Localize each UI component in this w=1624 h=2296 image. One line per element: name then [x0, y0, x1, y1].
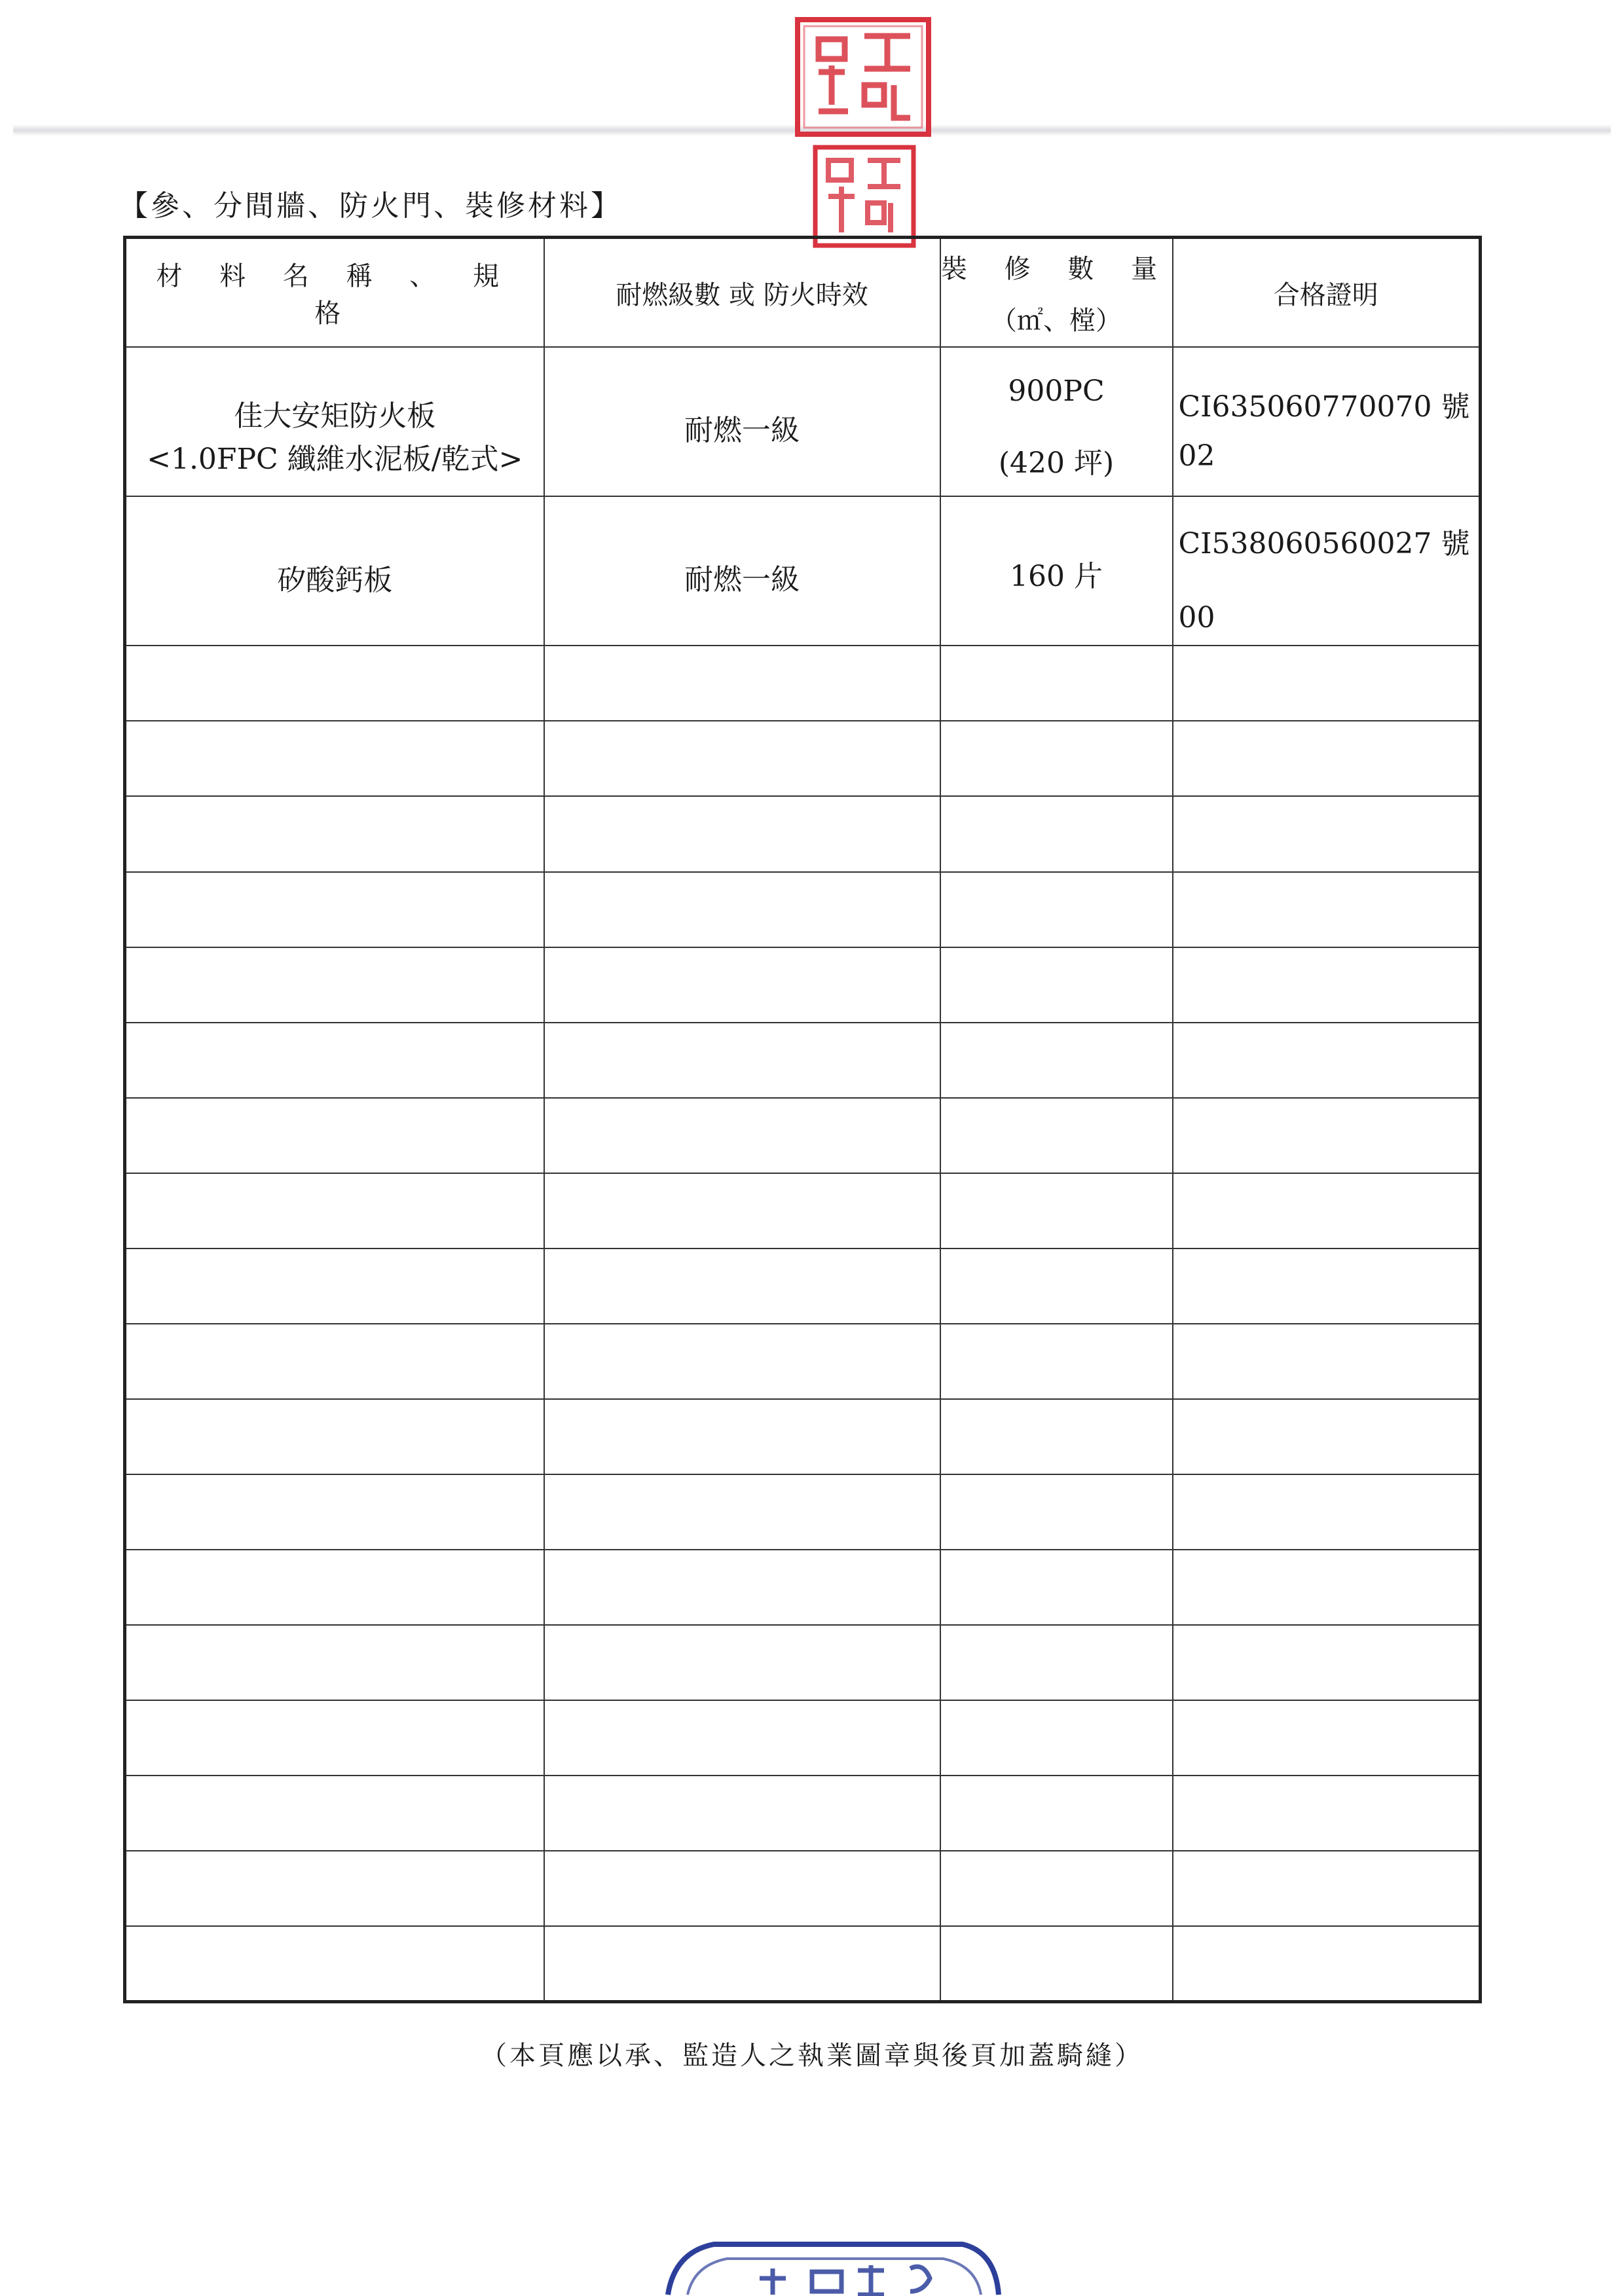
- empty-cell: [940, 1474, 1173, 1550]
- empty-cell: [1173, 1324, 1481, 1399]
- empty-table-row: [125, 1248, 1481, 1324]
- empty-cell: [940, 1399, 1173, 1474]
- empty-cell: [544, 1625, 940, 1700]
- empty-cell: [940, 1776, 1173, 1851]
- empty-cell: [125, 1324, 544, 1399]
- empty-rows-group: [125, 646, 1481, 2001]
- empty-cell: [1173, 1926, 1481, 2001]
- empty-cell: [125, 1625, 544, 1700]
- empty-cell: [1173, 721, 1481, 796]
- header-fire-rating: 耐燃級數 或 防火時效: [544, 238, 940, 348]
- empty-cell: [1173, 1550, 1481, 1625]
- empty-cell: [1173, 1474, 1481, 1550]
- empty-cell: [544, 1926, 940, 2001]
- empty-cell: [1173, 872, 1481, 947]
- empty-table-row: [125, 646, 1481, 721]
- empty-cell: [544, 646, 940, 721]
- empty-cell: [544, 1474, 940, 1550]
- header-quantity-unit: （㎡、樘）: [991, 306, 1122, 337]
- quantity-cell: [940, 496, 1173, 646]
- empty-cell: [940, 1023, 1173, 1098]
- material-name-cell: 矽酸鈣板: [125, 496, 544, 646]
- empty-cell: [1173, 1700, 1481, 1776]
- certificate-number: CI538060560027 號: [1178, 526, 1470, 560]
- empty-table-row: [125, 1625, 1481, 1700]
- empty-cell: [544, 1851, 940, 1926]
- empty-cell: [125, 1098, 544, 1173]
- empty-table-row: [125, 1399, 1481, 1474]
- empty-table-row: [125, 872, 1481, 947]
- empty-cell: [1173, 1776, 1481, 1851]
- section-title: 【參、分間牆、防火門、裝修材料】: [119, 189, 622, 223]
- empty-cell: [125, 1173, 544, 1248]
- empty-table-row: [125, 1776, 1481, 1851]
- quantity-cell: [940, 347, 1173, 496]
- empty-table-row: [125, 1098, 1481, 1173]
- empty-cell: [940, 1098, 1173, 1173]
- empty-table-row: [125, 1023, 1481, 1098]
- empty-cell: [940, 646, 1173, 721]
- header-certificate: 合格證明: [1173, 238, 1481, 348]
- empty-cell: [544, 1550, 940, 1625]
- empty-table-row: [125, 1550, 1481, 1625]
- empty-cell: [544, 1023, 940, 1098]
- empty-cell: [544, 796, 940, 871]
- header-material: 材 料 名 稱 、 規 格: [125, 238, 544, 348]
- empty-table-row: [125, 1173, 1481, 1248]
- empty-table-row: [125, 1324, 1481, 1399]
- empty-cell: [125, 796, 544, 871]
- fire-rating-cell: 耐燃一級: [544, 496, 940, 646]
- empty-cell: [544, 1399, 940, 1474]
- certificate-cell: [1173, 496, 1481, 646]
- empty-cell: [1173, 1248, 1481, 1324]
- table-row: [125, 496, 1481, 646]
- empty-cell: [940, 872, 1173, 947]
- empty-table-row: [125, 1851, 1481, 1926]
- empty-table-row: [125, 1700, 1481, 1776]
- empty-cell: [125, 1776, 544, 1851]
- quantity-area: (420 坪): [998, 446, 1115, 481]
- empty-cell: [125, 947, 544, 1023]
- empty-cell: [940, 796, 1173, 871]
- empty-cell: [940, 1550, 1173, 1625]
- material-name: 佳大安矩防火板: [234, 399, 436, 433]
- quantity-value: 900PC: [1008, 374, 1105, 409]
- materials-table: [123, 236, 1482, 2003]
- quantity-value: 160 片: [1010, 560, 1103, 594]
- empty-cell: [940, 1851, 1173, 1926]
- footer-note: （本頁應以承、監造人之執業圖章與後頁加蓋騎縫）: [481, 2041, 1143, 2071]
- empty-cell: [1173, 1399, 1481, 1474]
- empty-cell: [125, 1550, 544, 1625]
- empty-cell: [940, 721, 1173, 796]
- empty-cell: [125, 1851, 544, 1926]
- empty-cell: [544, 1776, 940, 1851]
- header-quantity: [940, 238, 1173, 348]
- certificate-suffix: 02: [1178, 439, 1215, 473]
- empty-cell: [1173, 1625, 1481, 1700]
- empty-cell: [1173, 1023, 1481, 1098]
- empty-table-row: [125, 947, 1481, 1023]
- empty-cell: [125, 1248, 544, 1324]
- empty-cell: [125, 1700, 544, 1776]
- empty-table-row: [125, 721, 1481, 796]
- empty-cell: [544, 872, 940, 947]
- empty-cell: [125, 721, 544, 796]
- empty-cell: [125, 646, 544, 721]
- empty-cell: [940, 1173, 1173, 1248]
- empty-cell: [940, 1625, 1173, 1700]
- empty-table-row: [125, 796, 1481, 871]
- red-seal-stamp: [792, 13, 936, 262]
- empty-cell: [1173, 947, 1481, 1023]
- fire-rating-cell: 耐燃一級: [544, 347, 940, 496]
- blue-seal-stamp: [661, 2239, 1002, 2296]
- empty-cell: [940, 1926, 1173, 2001]
- material-name-cell: [125, 347, 544, 496]
- empty-cell: [544, 947, 940, 1023]
- empty-cell: [544, 1098, 940, 1173]
- empty-cell: [1173, 1851, 1481, 1926]
- header-quantity-label: 裝 修 數 量: [940, 254, 1172, 285]
- empty-cell: [544, 721, 940, 796]
- empty-cell: [125, 1399, 544, 1474]
- table-row: [125, 347, 1481, 496]
- certificate-cell: [1173, 347, 1481, 496]
- empty-cell: [940, 947, 1173, 1023]
- empty-cell: [1173, 646, 1481, 721]
- material-spec: <1.0FPC 纖維水泥板/乾式>: [147, 443, 523, 477]
- empty-cell: [544, 1700, 940, 1776]
- certificate-number: CI635060770070 號: [1178, 390, 1470, 424]
- empty-cell: [1173, 1098, 1481, 1173]
- empty-cell: [940, 1700, 1173, 1776]
- empty-cell: [544, 1324, 940, 1399]
- empty-cell: [940, 1248, 1173, 1324]
- empty-cell: [1173, 796, 1481, 871]
- empty-table-row: [125, 1474, 1481, 1550]
- empty-cell: [544, 1173, 940, 1248]
- empty-table-row: [125, 1926, 1481, 2001]
- empty-cell: [125, 872, 544, 947]
- empty-cell: [1173, 1173, 1481, 1248]
- empty-cell: [125, 1474, 544, 1550]
- empty-cell: [940, 1324, 1173, 1399]
- empty-cell: [125, 1926, 544, 2001]
- certificate-suffix: 00: [1178, 600, 1215, 634]
- table-header-row: [125, 238, 1481, 348]
- empty-cell: [125, 1023, 544, 1098]
- empty-cell: [544, 1248, 940, 1324]
